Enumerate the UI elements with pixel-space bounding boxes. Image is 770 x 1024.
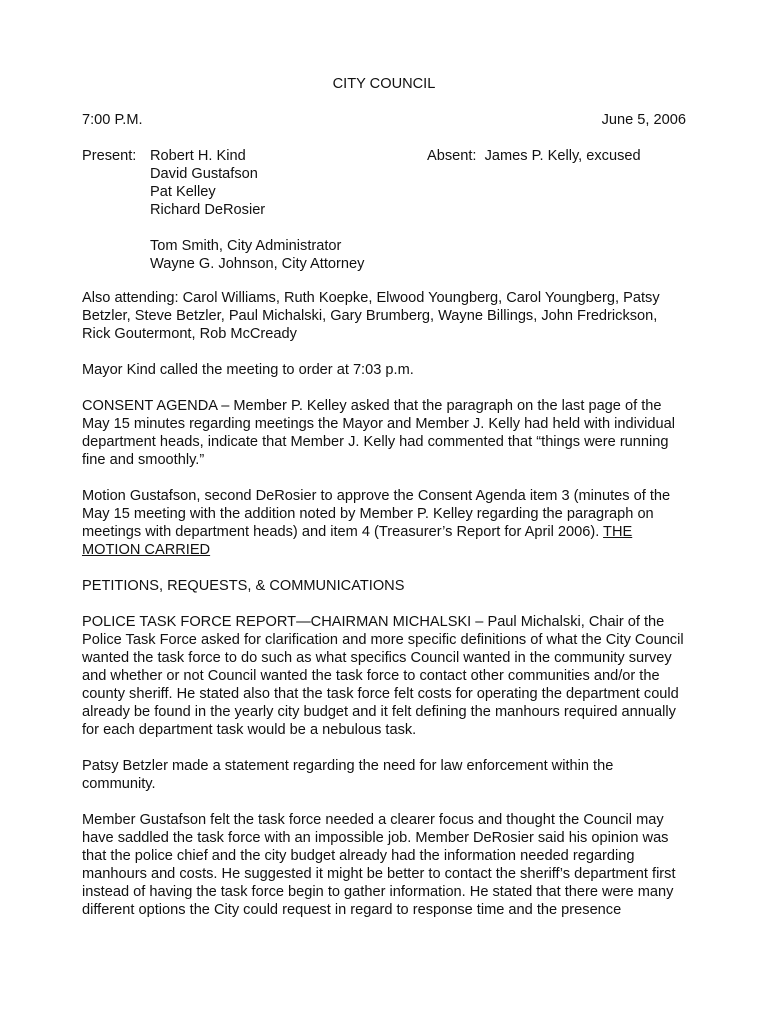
motion-paragraph [82,487,686,559]
attendance-block [82,147,686,271]
document-title: CITY COUNCIL [332,76,436,92]
police-task-force-paragraph: POLICE TASK FORCE REPORT—CHAIRMAN MICHALSKI – Paul Michalski, Chair of the Police Task Force asked for clarification and more specific definitions of what the City Council wanted the task force to do such as what specifics Council wanted in the community survey and whether or not Council wanted the task force to contact other communities and/or the county sheriff. He stated also that the task force felt costs for operating the department could already be found in the yearly city budget and it felt defining the manhours required annually for each department task would be a nebulous task. [82,614,684,738]
present-member: David Gustafson [150,166,258,182]
motion-result: THE MOTION CARRIED [82,524,633,558]
staff-member: Tom Smith, City Administrator [150,238,342,254]
present-label: Present: [82,148,137,164]
call-to-order-paragraph: Mayor Kind called the meeting to order at 7:03 p.m. [82,362,414,378]
staff-member: Wayne G. Johnson, City Attorney [150,256,365,272]
gustafson-statement-paragraph: Member Gustafson felt the task force needed a clearer focus and thought the Council may have saddled the task force with an impossible job. Member DeRosier said his opinion was that the police chief and the city budget already had the information needed regarding manhours and costs. He suggested it might be better to contact the sheriff’s department first instead of having the task force begin to gather information. He stated that there were many different options the City could request in regard to response time and the presence [82,812,676,918]
document-page [82,75,686,937]
present-member: Richard DeRosier [150,202,266,218]
betzler-statement-paragraph: Patsy Betzler made a statement regarding the need for law enforcement within the community. [82,758,614,792]
also-attending-paragraph: Also attending: Carol Williams, Ruth Koepke, Elwood Youngberg, Carol Youngberg, Patsy Betzler, Steve Betzler, Paul Michalski, Gary Brumberg, Wayne Billings, John Fredrickson, Rick Goutermont, Rob McCready [82,290,660,342]
absent-member: James P. Kelly, excused [484,148,641,164]
present-members-list [150,147,265,219]
meeting-date: June 5, 2006 [601,112,686,128]
meeting-time-date [82,111,686,129]
motion-text: Motion Gustafson, second DeRosier to approve the Consent Agenda item 3 (minutes of the May 15 meeting with the addition noted by Member P. Kelley regarding the paragraph on meetings with department heads) and item 4 (Treasurer’s Report for April 2006). [82,488,671,540]
meeting-time: 7:00 P.M. [82,112,143,128]
petitions-heading: PETITIONS, REQUESTS, & COMMUNICATIONS [82,578,405,594]
present-member: Robert H. Kind [150,148,246,164]
absent-label: Absent: [427,148,477,164]
present-member: Pat Kelley [150,184,216,200]
absent-entry [427,147,641,165]
present-staff-list [150,237,364,273]
consent-agenda-paragraph: CONSENT AGENDA – Member P. Kelley asked that the paragraph on the last page of the May 15 minutes regarding meetings the Mayor and Member J. Kelly had held with individual department heads, indicate that Member J. Kelly had commented that “things were running fine and smoothly.” [82,398,675,468]
